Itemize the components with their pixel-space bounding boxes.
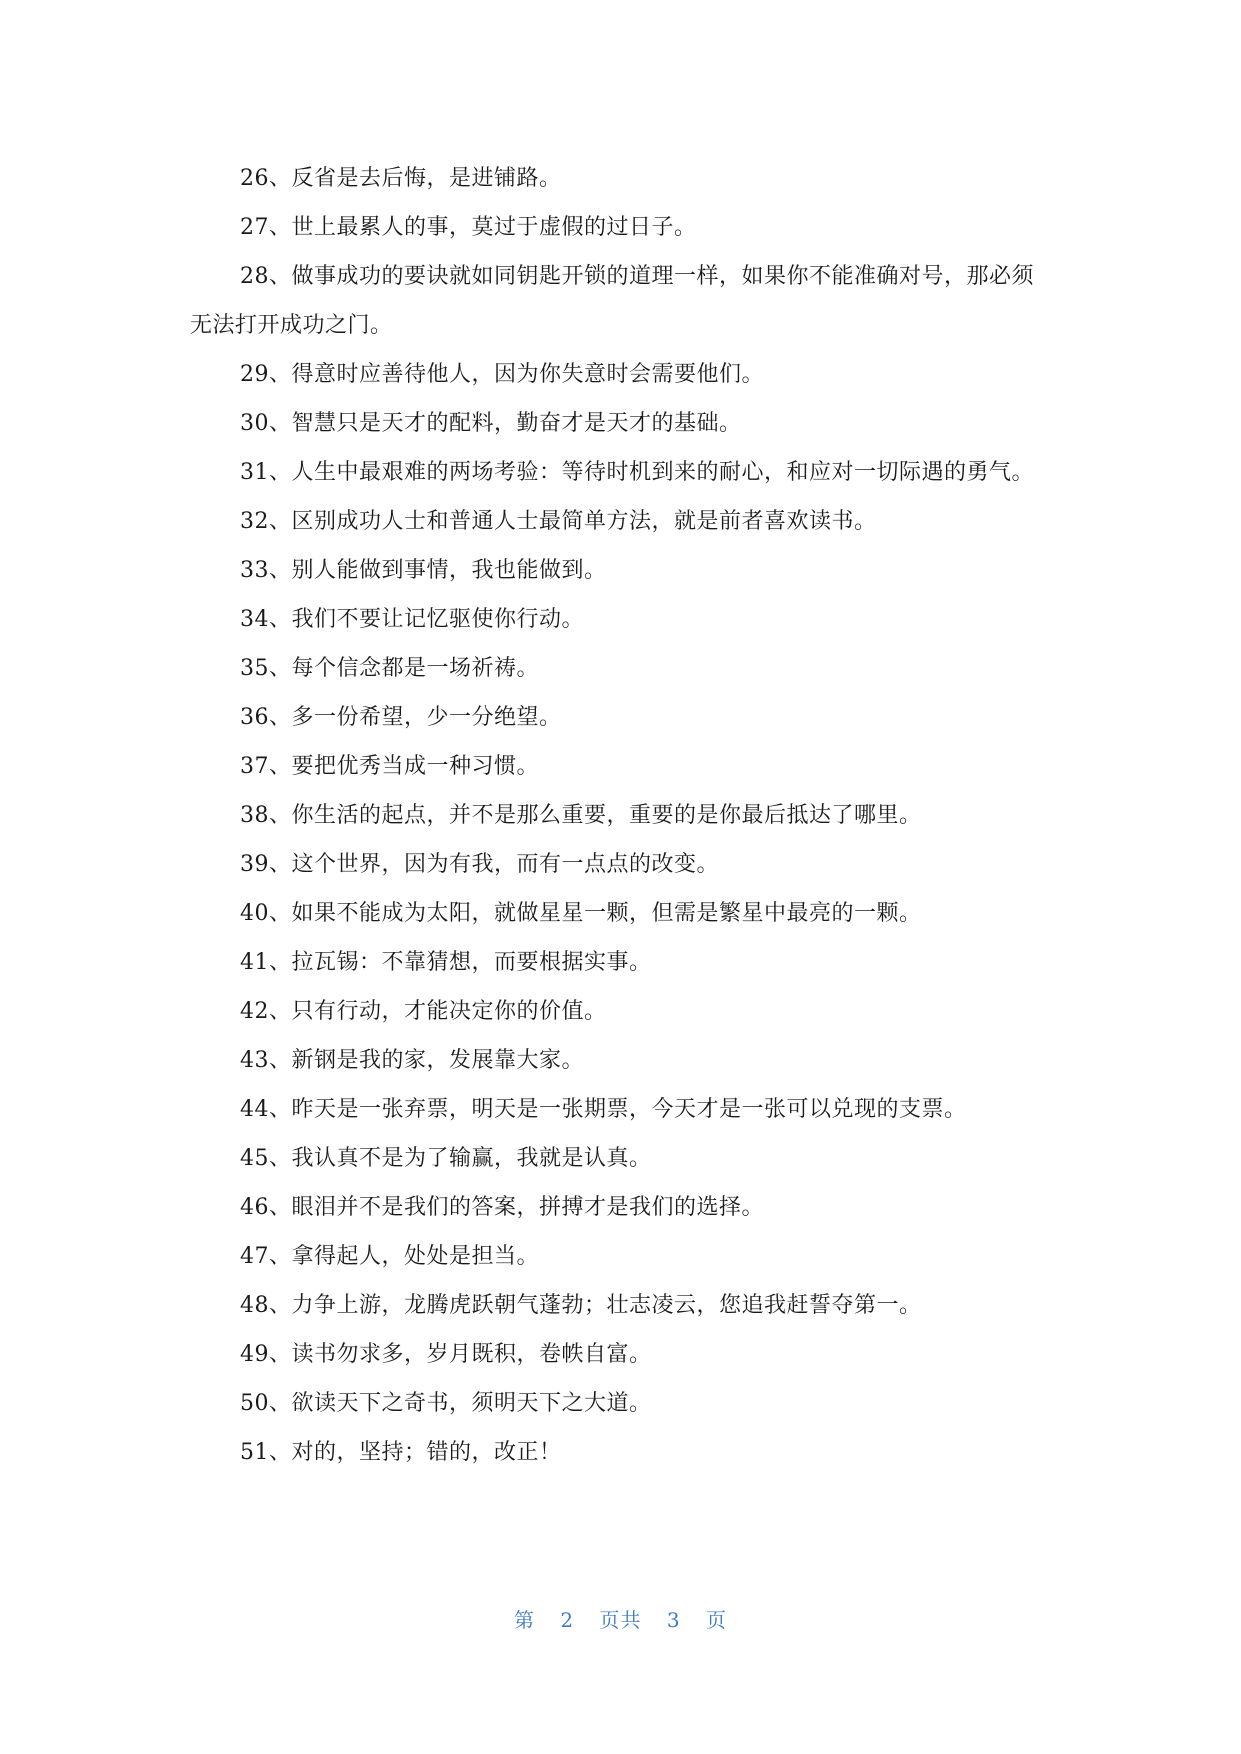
paragraph-42: 42、只有行动，才能决定你的价值。 xyxy=(240,999,607,1024)
footer-current-page: 2 xyxy=(560,1608,575,1632)
paragraph-47: 47、拿得起人，处处是担当。 xyxy=(240,1244,539,1269)
paragraph-45: 45、我认真不是为了输赢，我就是认真。 xyxy=(240,1146,652,1171)
paragraph-50: 50、欲读天下之奇书，须明天下之大道。 xyxy=(240,1391,652,1416)
paragraph-38: 38、你生活的起点，并不是那么重要，重要的是你最后抵达了哪里。 xyxy=(240,803,922,828)
paragraph-36: 36、多一份希望，少一分绝望。 xyxy=(240,705,562,730)
footer-suffix: 页 xyxy=(705,1608,727,1632)
footer-prefix: 第 xyxy=(514,1608,536,1632)
paragraph-32: 32、区别成功人士和普通人士最简单方法，就是前者喜欢读书。 xyxy=(240,509,877,534)
paragraph-33: 33、别人能做到事情，我也能做到。 xyxy=(240,558,607,583)
paragraph-27: 27、世上最累人的事，莫过于虚假的过日子。 xyxy=(240,215,697,240)
footer-total-pages: 3 xyxy=(666,1608,681,1632)
paragraph-40: 40、如果不能成为太阳，就做星星一颗，但需是繁星中最亮的一颗。 xyxy=(240,901,922,926)
paragraph-31: 31、人生中最艰难的两场考验：等待时机到来的耐心，和应对一切际遇的勇气。 xyxy=(240,460,1034,485)
paragraph-29: 29、得意时应善待他人，因为你失意时会需要他们。 xyxy=(240,362,764,387)
paragraph-28: 28、做事成功的要诀就如同钥匙开锁的道理一样，如果你不能准确对号，那必须无法打开成功之门。 xyxy=(190,264,1034,338)
paragraph-30: 30、智慧只是天才的配料，勤奋才是天才的基础。 xyxy=(240,411,742,436)
paragraph-51: 51、对的，坚持；错的，改正！ xyxy=(240,1440,562,1465)
paragraph-48: 48、力争上游，龙腾虎跃朝气蓬勃；壮志凌云，您追我赶誓夺第一。 xyxy=(240,1293,922,1318)
paragraph-46: 46、眼泪并不是我们的答案，拼搏才是我们的选择。 xyxy=(240,1195,764,1220)
footer-middle: 页共 xyxy=(599,1608,642,1632)
paragraph-34: 34、我们不要让记忆驱使你行动。 xyxy=(240,607,584,632)
paragraph-41: 41、拉瓦锡：不靠猜想，而要根据实事。 xyxy=(240,950,652,975)
paragraph-26: 26、反省是去后悔，是进铺路。 xyxy=(240,166,562,191)
paragraph-39: 39、这个世界，因为有我，而有一点点的改变。 xyxy=(240,852,719,877)
paragraph-43: 43、新钢是我的家，发展靠大家。 xyxy=(240,1048,584,1073)
paragraph-35: 35、每个信念都是一场祈祷。 xyxy=(240,656,539,681)
paragraph-37: 37、要把优秀当成一种习惯。 xyxy=(240,754,539,779)
paragraph-49: 49、读书勿求多，岁月既积，卷帙自富。 xyxy=(240,1342,652,1367)
document-body xyxy=(190,154,1052,1477)
page-footer xyxy=(0,1604,1241,1633)
paragraph-44: 44、昨天是一张弃票，明天是一张期票，今天才是一张可以兑现的支票。 xyxy=(240,1097,967,1122)
